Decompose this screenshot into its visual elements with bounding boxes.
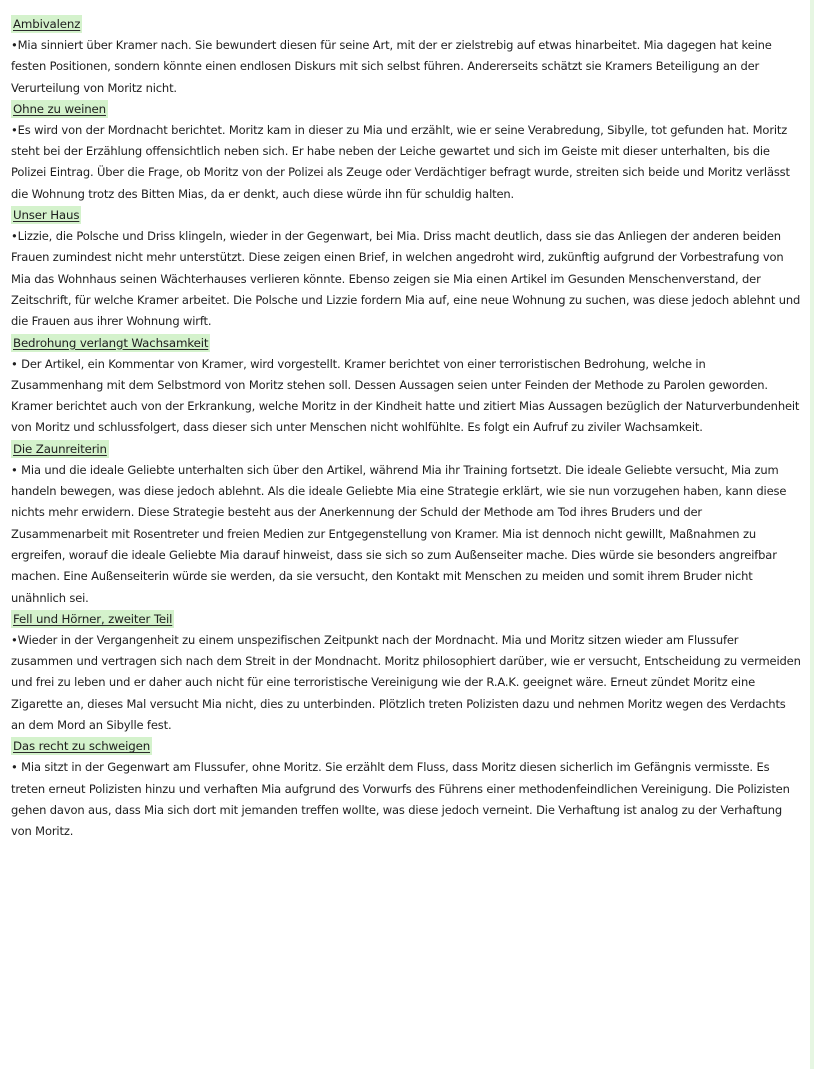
section-heading: Bedrohung verlangt Wachsamkeit: [13, 335, 209, 350]
section-heading: Unser Haus: [13, 208, 80, 223]
section-recht-zu-schweigen: [11, 736, 801, 842]
section-text: • Mia und die ideale Geliebte unterhalten sich über den Artikel, während Mia ihr Training fortsetzt. Die ideale Geliebte versucht, Mia zum handeln bewegen, was diese jedoch ablehnt. Als die ideale Geliebte Mia eine Strategie erklärt, wie sie nun vorzugehen haben, kann diese nichts mehr erwidern. Diese Strategie besteht aus der Anerkennung der Schuld der Methode am Tod ihres Bruders und der Zusammenarbeit mit Rosentreter und freien Medien zur Entgegenstellung von Kramer. Mia ist dennoch nicht gewillt, Maßnahmen zu ergreifen, worauf die ideale Geliebte Mia darauf hinweist, dass sie sich so zum Außenseiter mache. Dies würde sie besonders angreifbar machen. Eine Außenseiterin würde sie werden, da sie versucht, den Kontakt mit Menschen zu meiden und somit ihrem Bruder nicht unähnlich sei.: [11, 462, 787, 605]
section-text: •Es wird von der Mordnacht berichtet. Moritz kam in dieser zu Mia und erzählt, wie er seine Verabredung, Sibylle, tot gefunden hat. Moritz steht bei der Erzählung offensichtlich neben sich. Er habe neben der Leiche gewartet und sich im Geiste mit dieser unterhalten, bis die Polizei Eintrag. Über die Frage, ob Moritz von der Polizei als Zeuge oder Verdächtiger befragt wurde, streiten sich beide und Moritz verlässt die Wohnung trotz des Bitten Mias, da er denkt, auch diese würde ihn für schuldig halten.: [11, 122, 790, 201]
section-zaunreiterin: [11, 439, 801, 609]
section-bedrohung: [11, 333, 801, 439]
notes-content: [11, 14, 801, 843]
section-text: •Lizzie, die Polsche und Driss klingeln, wieder in der Gegenwart, bei Mia. Driss macht deutlich, dass sie das Anliegen der anderen beiden Frauen zumindest nicht mehr unterstützt. Diese zeigen einen Brief, in welchen angedroht wird, zukünftig aufgrund der Vorbestrafung von Mia das Wohnhaus seinen Wächterhauses verlieren könnte. Ebenso zeigen sie Mia einen Artikel im Gesunden Menschenverstand, der Zeitschrift, für welche Kramer arbeitet. Die Polsche und Lizzie fordern Mia auf, eine neue Wohnung zu suchen, was diese jedoch ablehnt und die Frauen aus ihrer Wohnung wirft.: [11, 229, 801, 329]
section-heading: Das recht zu schweigen: [13, 739, 151, 754]
section-heading: Die Zaunreiterin: [13, 441, 107, 456]
section-text: • Der Artikel, ein Kommentar von Kramer, wird vorgestellt. Kramer berichtet von einer terroristischen Bedrohung, welche in Zusammenhang mit dem Selbstmord von Moritz stehen soll. Dessen Aussagen seien unter Feinden der Methode zu Parolen geworden. Kramer berichtet auch von der Erkrankung, welche Moritz in der Kindheit hatte und zitiert Mias Aussagen bezüglich der Naturverbundenheit von Moritz und schlussfolgert, dass dieser sich unter Menschen nicht wohlfühlte. Es folgt ein Aufruf zu ziviler Wachsamkeit.: [11, 356, 800, 435]
section-heading: Ambivalenz: [13, 17, 81, 31]
margin-accent-strip: [810, 0, 814, 1069]
section-text: • Mia sitzt in der Gegenwart am Flussufer, ohne Moritz. Sie erzählt dem Fluss, dass Moritz diesen sicherlich im Gefängnis vermisste. Es treten erneut Polizisten hinzu und verhaften Mia aufgrund des Vorwurfs des Führens einer methodenfeindlichen Vereinigung. Die Polizisten gehen davon aus, dass Mia sich dort mit jemanden treffen wollte, was diese jedoch verneint. Die Verhaftung ist analog zu der Verhaftung von Moritz.: [11, 760, 790, 839]
section-text: •Mia sinniert über Kramer nach. Sie bewundert diesen für seine Art, mit der er zielstrebig auf etwas hinarbeitet. Mia dagegen hat keine festen Positionen, sondern könnte einen endlosen Diskurs mit sich selbst führen. Andererseits schätzt sie Kramers Beteiligung an der Verurteilung von Moritz nicht.: [11, 38, 772, 95]
section-heading: Fell und Hörner, zweiter Teil: [13, 611, 173, 626]
section-ohne-zu-weinen: [11, 99, 801, 205]
section-heading: Ohne zu weinen: [13, 101, 106, 116]
section-text: •Wieder in der Vergangenheit zu einem unspezifischen Zeitpunkt nach der Mordnacht. Mia und Moritz sitzen wieder am Flussufer zusammen und vertragen sich nach dem Streit in der Mondnacht. Moritz philosophiert darüber, wie er versucht, Entscheidung zu vermeiden und frei zu leben und er daher auch nicht für eine terroristische Vereinigung wie der R.A.K. geeignet wäre. Erneut zündet Moritz eine Zigarette an, dieses Mal versucht Mia nicht, dies zu unterbinden. Plötzlich treten Polizisten dazu und nehmen Moritz wegen des Verdachts an dem Mord an Sibylle fest.: [11, 632, 801, 733]
section-unser-haus: [11, 205, 801, 332]
section-fell-und-hoerner: [11, 609, 801, 736]
section-ambivalenz: [11, 14, 801, 99]
